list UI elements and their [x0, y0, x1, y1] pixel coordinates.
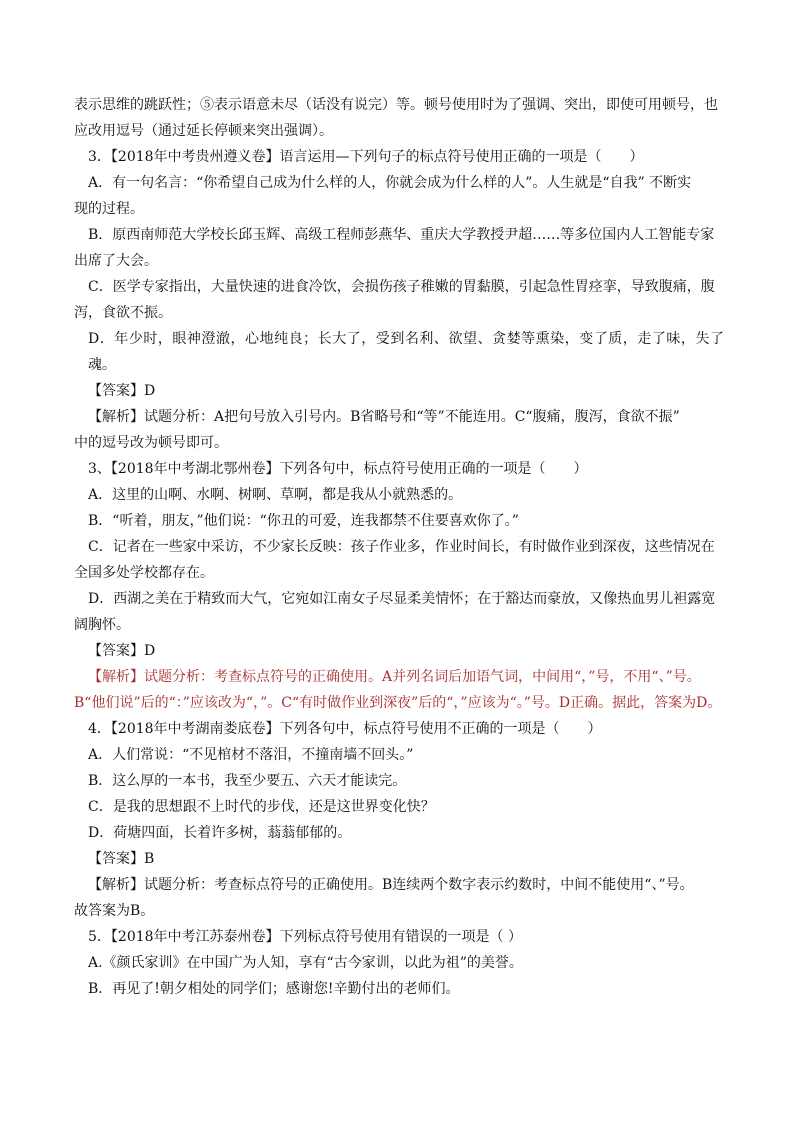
block-question-q3b: [74, 456, 724, 482]
block-option-q3a_A: [74, 170, 724, 222]
text-line: B．原西南师范大学校长邱玉辉、高级工程师彭燕华、重庆大学教授尹超……等多位国内人工智能专家: [88, 227, 715, 243]
block-option-q4_C: [74, 794, 724, 820]
block-option-q3b_C: [74, 534, 724, 586]
block-continued-b0: [74, 92, 724, 144]
text-line: D．荷塘四面，长着许多树，蓊蓊郁郁的。: [88, 825, 352, 841]
text-line: A．人们常说：“不见棺材不落泪，不撞南墙不回头。”: [88, 747, 414, 763]
text-line: 【解析】试题分析：考查标点符号的正确使用。A并列名词后加语气词，中间用“，”号，不用“、”号。: [88, 669, 701, 685]
text-line: 阔胸怀。: [74, 617, 130, 633]
block-option-q3a_D: [74, 326, 724, 378]
block-option-q4_B: [74, 768, 724, 794]
text-line: 应改用逗号（通过延长停顿来突出强调）。: [74, 123, 333, 139]
text-line: C．是我的思想跟不上时代的步伐，还是这世界变化快？: [88, 799, 435, 815]
text-line: 全国多处学校都存在。: [74, 565, 214, 581]
text-line: 4．【2018年中考湖南娄底卷】下列各句中，标点符号使用不正确的一项是（ ）: [88, 721, 602, 737]
text-line: 5．【2018年中考江苏泰州卷】下列标点符号使用有错误的一项是（ ）: [88, 929, 522, 945]
text-line: C．医学专家指出，大量快速的进食冷饮，会损伤孩子稚嫩的胃黏膜，引起急性胃痉挛，导致腹痛，腹: [88, 279, 715, 295]
block-answer-q3a_ans: [74, 378, 724, 404]
block-option-q5_A: [74, 950, 724, 976]
text-line: 【解析】试题分析：考查标点符号的正确使用。B连续两个数字表示约数时，中间不能使用“、”号。: [88, 877, 694, 893]
text-line: A.《颜氏家训》在中国广为人知，享有“古今家训，以此为祖”的美誉。: [88, 955, 523, 971]
text-line: B“他们说”后的“：”应该改为“，”。C“有时做作业到深夜”后的“，”应该为“。”号。D正确。据此，答案为D。: [74, 695, 722, 711]
text-line: 【答案】D: [88, 383, 156, 399]
block-option-q3b_D: [74, 586, 724, 638]
text-line: 【解析】试题分析：A把句号放入引号内。B省略号和“等”不能连用。C“腹痛，腹泻，食欲不振”: [88, 409, 680, 425]
block-explain_red-q3b_exp: [74, 664, 724, 716]
text-line: D．西湖之美在于精致而大气，它宛如江南女子尽显柔美情怀；在于豁达而豪放，又像热血男儿袒露宽: [88, 591, 716, 607]
text-line: A．这里的山啊、水啊、树啊、草啊，都是我从小就熟悉的。: [88, 487, 463, 503]
text-line: C．记者在一些家中采访，不少家长反映：孩子作业多，作业时间长，有时做作业到深夜，这些情况在: [88, 539, 715, 555]
text-line: D．年少时，眼神澄澈，心地纯良；长大了，受到名利、欲望、贪婪等熏染，变了质，走了味，失了魂。: [88, 331, 724, 373]
block-option-q3b_B: [74, 508, 724, 534]
block-option-q3a_B: [74, 222, 724, 274]
document-body: [74, 92, 724, 1002]
text-line: 现的过程。: [74, 201, 144, 217]
text-line: 表示思维的跳跃性；⑤表示语意未尽（话没有说完）等。顿号使用时为了强调、突出，即使可用顿号，也: [74, 97, 718, 113]
block-option-q4_D: [74, 820, 724, 846]
text-line: 故答案为B。: [74, 903, 155, 919]
text-line: 【答案】B: [88, 851, 155, 867]
block-explain-q4_exp: [74, 872, 724, 924]
block-option-q3b_A: [74, 482, 724, 508]
block-option-q3a_C: [74, 274, 724, 326]
text-line: 中的逗号改为顿号即可。: [74, 435, 228, 451]
text-line: 【答案】D: [88, 643, 156, 659]
text-line: 3、【2018年中考湖北鄂州卷】下列各句中，标点符号使用正确的一项是（ ）: [88, 461, 588, 477]
block-option-q5_B: [74, 976, 724, 1002]
block-option-q4_A: [74, 742, 724, 768]
block-question-q5: [74, 924, 724, 950]
block-explain-q3a_exp: [74, 404, 724, 456]
text-line: 泻，食欲不振。: [74, 305, 172, 321]
block-answer-q3b_ans: [74, 638, 724, 664]
block-question-q4: [74, 716, 724, 742]
text-line: B．再见了!朝夕相处的同学们；感谢您!辛勤付出的老师们。: [88, 981, 460, 997]
text-line: B．“听着，朋友，”他们说：“你丑的可爱，连我都禁不住要喜欢你了。”: [88, 513, 519, 529]
text-line: 3．【2018年中考贵州遵义卷】语言运用—下列句子的标点符号使用正确的一项是（ ）: [88, 149, 644, 165]
text-line: B．这么厚的一本书，我至少要五、六天才能读完。: [88, 773, 407, 789]
block-answer-q4_ans: [74, 846, 724, 872]
text-line: A．有一句名言：“你希望自己成为什么样的人，你就会成为什么样的人”。人生就是“自我” 不断实: [88, 175, 692, 191]
text-line: 出席了大会。: [74, 253, 158, 269]
block-question-q3a: [74, 144, 724, 170]
